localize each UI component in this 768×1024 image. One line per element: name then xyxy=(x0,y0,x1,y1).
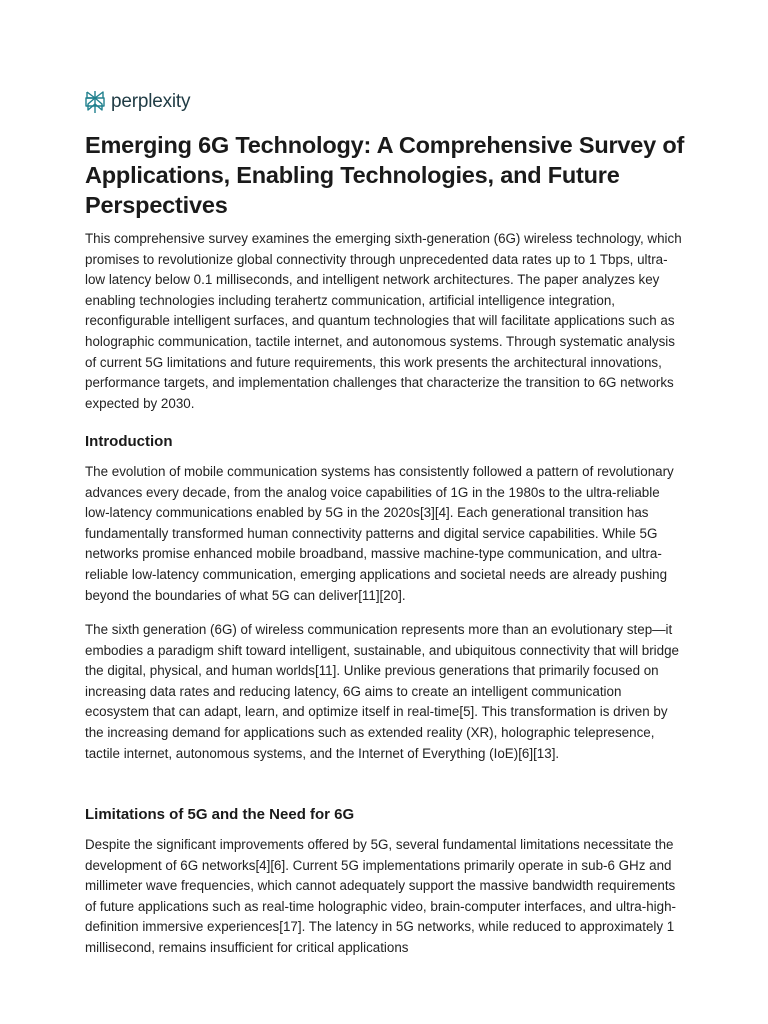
limitations-paragraph-1: Despite the significant improvements offered by 5G, several fundamental limitations necessitate the development of 6G networks[4][6]. Current 5G implementations primarily operate in sub-6 GHz and millimeter wave frequencies, which cannot adequately support the massive bandwidth requirements of future applications such as real-time holographic video, brain-computer interfaces, and ultra-high-definition immersive experiences[17]. The latency in 5G networks, while reduced to approximately 1 millisecond, remains insufficient for critical applications xyxy=(85,837,676,955)
perplexity-logo-icon xyxy=(85,90,105,114)
intro-paragraph-1: The evolution of mobile communication systems has consistently followed a pattern of revolutionary advances every decade, from the analog voice capabilities of 1G in the 1980s to the ultra-reliable low-latency communications enabled by 5G in the 2020s[3][4]. Each generational transition has fundamentally transformed human connectivity patterns and digital service capabilities. While 5G networks promise enhanced mobile broadband, massive machine-type communication, and ultra-reliable low-latency communication, emerging applications and societal needs are already pushing beyond the boundaries of what 5G can deliver[11][20]. xyxy=(85,464,674,603)
abstract-paragraph: This comprehensive survey examines the emerging sixth-generation (6G) wireless technology, which promises to revolutionize global connectivity through unprecedented data rates up to 1 Tbps, ultra-low latency below 0.1 milliseconds, and intelligent network architectures. The paper analyzes key enabling technologies including terahertz communication, artificial intelligence integration, reconfigurable intelligent surfaces, and quantum technologies that will facilitate applications such as holographic communication, tactile internet, and autonomous systems. Through systematic analysis of current 5G limitations and future requirements, this work presents the architectural innovations, performance targets, and implementation challenges that characterize the transition to 6G networks expected by 2030. xyxy=(85,231,682,411)
brand-name: perplexity xyxy=(111,91,191,112)
document-title: Emerging 6G Technology: A Comprehensive Survey of Applications, Enabling Technologies, and Future Perspectives xyxy=(85,132,685,218)
section-heading-introduction: Introduction xyxy=(85,433,173,450)
brand-logo[interactable] xyxy=(85,89,190,115)
intro-paragraph-2: The sixth generation (6G) of wireless communication represents more than an evolutionary step—it embodies a paradigm shift toward intelligent, sustainable, and ubiquitous connectivity that will bridge the digital, physical, and human worlds[11]. Unlike previous generations that primarily focused on increasing data rates and reducing latency, 6G aims to create an intelligent communication ecosystem that can adapt, learn, and optimize itself in real-time[5]. This transformation is driven by the increasing demand for applications such as extended reality (XR), holographic telepresence, tactile internet, autonomous systems, and the Internet of Everything (IoE)[6][13]. xyxy=(85,622,679,761)
section-heading-5g-limitations: Limitations of 5G and the Need for 6G xyxy=(85,806,355,823)
